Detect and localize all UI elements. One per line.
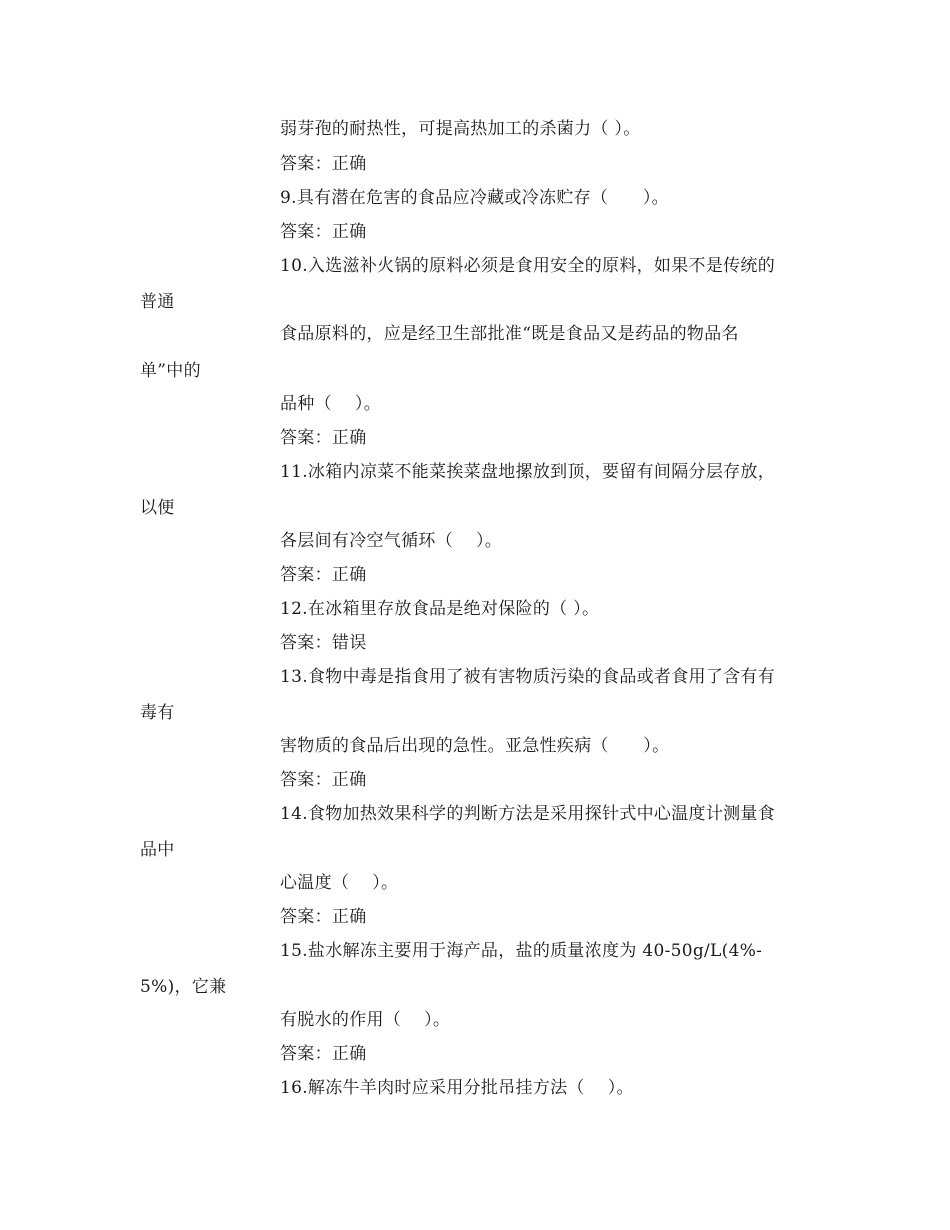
text-line: 食品原料的，应是经卫生部批准“既是食品又是药品的物品名 — [280, 324, 739, 344]
text-line: 普通 — [140, 292, 175, 312]
question-line: 9.具有潜在危害的食品应冷藏或冷冻贮存（ ）。 — [280, 188, 669, 208]
answer-line: 答案：正确 — [280, 1044, 367, 1064]
answer-line: 答案：正确 — [280, 154, 367, 174]
answer-line: 答案：错误 — [280, 633, 367, 653]
question-line: 15.盐水解冻主要用于海产品，盐的质量浓度为 40-50g/L(4%- — [280, 941, 763, 961]
question-line: 16.解冻牛羊肉时应采用分批吊挂方法（ ）。 — [280, 1078, 634, 1098]
text-line: 有脱水的作用（ ）。 — [280, 1010, 451, 1030]
text-line: 毒有 — [140, 703, 175, 723]
text-line: 心温度（ ）。 — [280, 873, 399, 893]
text-line: 5%)，它兼 — [140, 977, 227, 997]
answer-line: 答案：正确 — [280, 770, 367, 790]
question-line: 14.食物加热效果科学的判断方法是采用探针式中心温度计测量食 — [280, 804, 776, 824]
text-line: 害物质的食品后出现的急性。亚急性疾病（ ）。 — [280, 736, 670, 756]
answer-line: 答案：正确 — [280, 565, 367, 585]
text-line: 单”中的 — [140, 361, 201, 381]
question-line: 13.食物中毒是指食用了被有害物质污染的食品或者食用了含有有 — [280, 667, 776, 687]
question-line: 12.在冰箱里存放食品是绝对保险的（ ）。 — [280, 599, 600, 619]
text-line: 弱芽孢的耐热性，可提高热加工的杀菌力（ ）。 — [280, 119, 641, 139]
text-line: 各层间有冷空气循环（ ）。 — [280, 531, 503, 551]
answer-line: 答案：正确 — [280, 907, 367, 927]
answer-line: 答案：正确 — [280, 222, 367, 242]
question-line: 10.入选滋补火锅的原料必须是食用安全的原料，如果不是传统的 — [280, 256, 776, 276]
answer-line: 答案：正确 — [280, 428, 367, 448]
text-line: 品种（ ）。 — [280, 394, 382, 414]
question-line: 11.冰箱内凉菜不能菜挨菜盘地摞放到顶，要留有间隔分层存放， — [280, 462, 776, 482]
text-line: 以便 — [140, 498, 175, 518]
text-line: 品中 — [140, 840, 175, 860]
